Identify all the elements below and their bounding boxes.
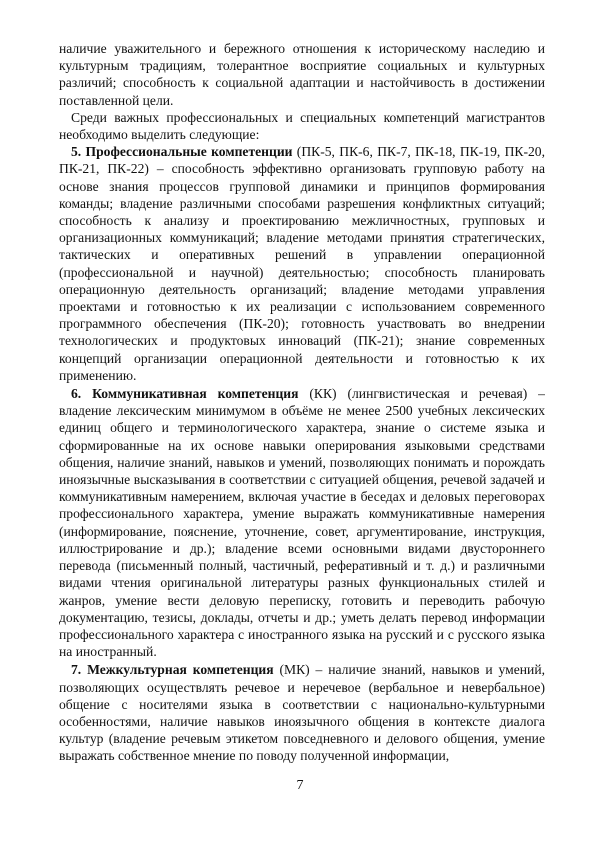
paragraph-professional-competence: [59, 143, 545, 384]
paragraph-text: (МК) – наличие знаний, навыков и умений, позволяющих осуществлять речевое и неречевое (вербальное и невербальное) общение с носителями языка в соответствии с национально-культурными особенностями, наличие навыков иноязычного общения в контексте диалога культур (владение речевым этикетом повседневного и делового общения, умение выражать собственное мнение по поводу полученной информации,: [59, 662, 545, 764]
paragraph-text: (КК) (лингвистическая и речевая) – владение лексическим минимумом в объёме не менее 2500 учебных лексических единиц общего и терминологического характера, знание о системе языка и сформированные на их основе навыки оперирования языковыми средствами общения, наличие знаний, навыков и умений, позволяющих понимать и порождать иноязычные высказывания в соответствии с ситуацией общения, речевой задачей и коммуникативным намерением, включая участие в беседах и деловых переговорах профессионального характера, умение выражать коммуникативные намерения (информирование, пояснение, уточнение, совет, аргументирование, инструкция, иллюстрирование и др.); владение всеми основными видами двустороннего перевода (письменный полный, частичный, реферативный и т. д.) и различными видами чтения оригинальной литературы разных функциональных стилей и жанров, умение вести деловую переписку, готовить и переводить рабочую документацию, тезисы, доклады, отчеты и др.; уметь делать перевод информации профессионального характера с иностранного языка на русский и с русского языка на иностранный.: [59, 386, 545, 660]
paragraph-heading: 5. Профессиональные компетенции: [71, 144, 293, 160]
paragraph-communicative-competence: [59, 385, 545, 660]
document-page: [59, 40, 545, 765]
paragraph-text: Среди важных профессиональных и специальных компетенций магистрантов необходимо выделить следующие:: [59, 109, 545, 143]
paragraph-text: (ПК-5, ПК-6, ПК-7, ПК-18, ПК-19, ПК-20, ПК-21, ПК-22) – способность эффективно организовать групповую работу на основе знания процессов групповой динамики и принципов формирования команды; владение различными способами разрешения конфликтных ситуаций; способность к анализу и проектированию межличностных, групповых и организационных коммуникаций; владение методами принятия стратегических, тактических и оперативных решений в управлении операционной (профессиональной и научной) деятельностью; способность планировать операционную деятельность организаций; владение методами управления проектами и готовностью к их реализации с использованием современного программного обеспечения (ПК-20); готовность участвовать во внедрении технологических и продуктовых инноваций (ПК-21); знание современных концепций организации операционной деятельности и готовностью к их применению.: [59, 144, 545, 383]
paragraph-continuation: [59, 40, 545, 109]
paragraph-intro: [59, 109, 545, 143]
paragraph-text: наличие уважительного и бережного отношения к историческому наследию и культурным традициям, толерантное восприятие социальных и культурных различий; способность к социальной адаптации и настойчивость в достижении поставленной цели.: [59, 41, 545, 108]
paragraph-heading: 6. Коммуникативная компетенция: [71, 386, 299, 402]
paragraph-intercultural-competence: [59, 661, 545, 764]
paragraph-heading: 7. Межкультурная компетенция: [71, 662, 274, 678]
page-number: 7: [296, 778, 304, 793]
